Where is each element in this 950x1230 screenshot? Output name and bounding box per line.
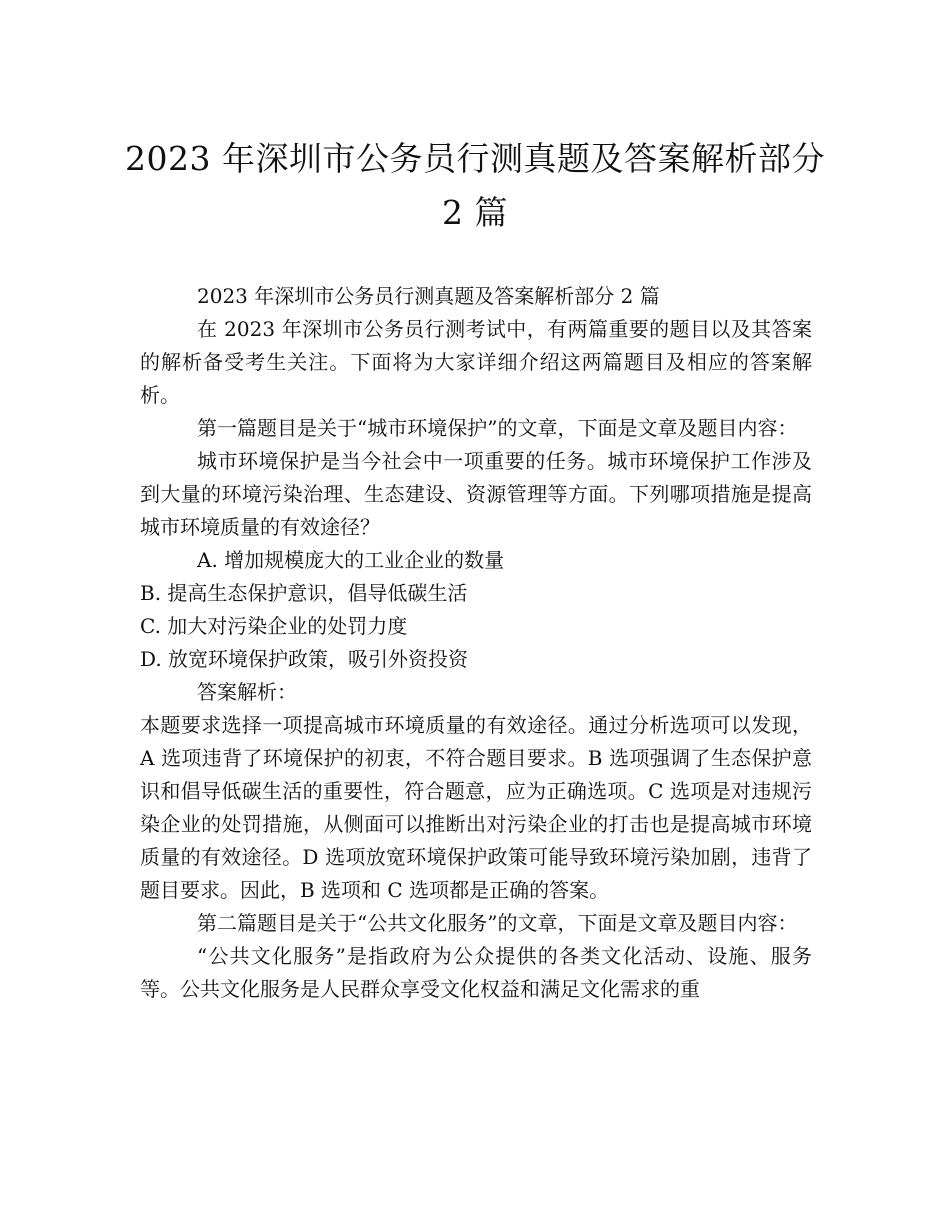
question-paragraph: 城市环境保护是当今社会中一项重要的任务。城市环境保护工作涉及到大量的环境污染治理、生态建设、资源管理等方面。下列哪项措施是提高城市环境质量的有效途径？ bbox=[140, 449, 812, 539]
intro-heading-paragraph: 2023 年深圳市公务员行测真题及答案解析部分 2 篇 bbox=[197, 284, 660, 308]
second-topic-paragraph: 第二篇题目是关于“公共文化服务”的文章，下面是文章及题目内容： bbox=[197, 911, 798, 935]
answer-heading: 答案解析： bbox=[197, 680, 297, 704]
document-title: 2023 年深圳市公务员行测真题及答案解析部分 2 篇 bbox=[125, 139, 825, 232]
intro-paragraph: 在 2023 年深圳市公务员行测考试中，有两篇重要的题目以及其答案的解析备受考生关注。下面将为大家详细介绍这两篇题目及相应的答案解析。 bbox=[140, 317, 812, 407]
first-topic-paragraph: 第一篇题目是关于“城市环境保护”的文章，下面是文章及题目内容： bbox=[197, 416, 798, 440]
option-d: D. 放宽环境保护政策，吸引外资投资 bbox=[140, 647, 469, 671]
option-c: C. 加大对污染企业的处罚力度 bbox=[140, 614, 408, 638]
answer-body: 本题要求选择一项提高城市环境质量的有效途径。通过分析选项可以发现，A 选项违背了环境保护的初衷，不符合题目要求。B 选项强调了生态保护意识和倡导低碳生活的重要性，符合题意，应为正确选项。C 选项是对违规污染企业的处罚措施，从侧面可以推断出对污染企业的打击也是提高城市环境质量的有效途径。D 选项放宽环境保护政策可能导致环境污染加剧，违背了题目要求。因此，B 选项和 C 选项都是正确的答案。 bbox=[140, 713, 812, 902]
option-b: B. 提高生态保护意识，倡导低碳生活 bbox=[140, 581, 468, 605]
option-a: A. 增加规模庞大的工业企业的数量 bbox=[197, 548, 505, 572]
second-topic-body: “公共文化服务”是指政府为公众提供的各类文化活动、设施、服务等。公共文化服务是人民群众享受文化权益和满足文化需求的重 bbox=[140, 944, 812, 1001]
document-body bbox=[140, 280, 812, 1006]
